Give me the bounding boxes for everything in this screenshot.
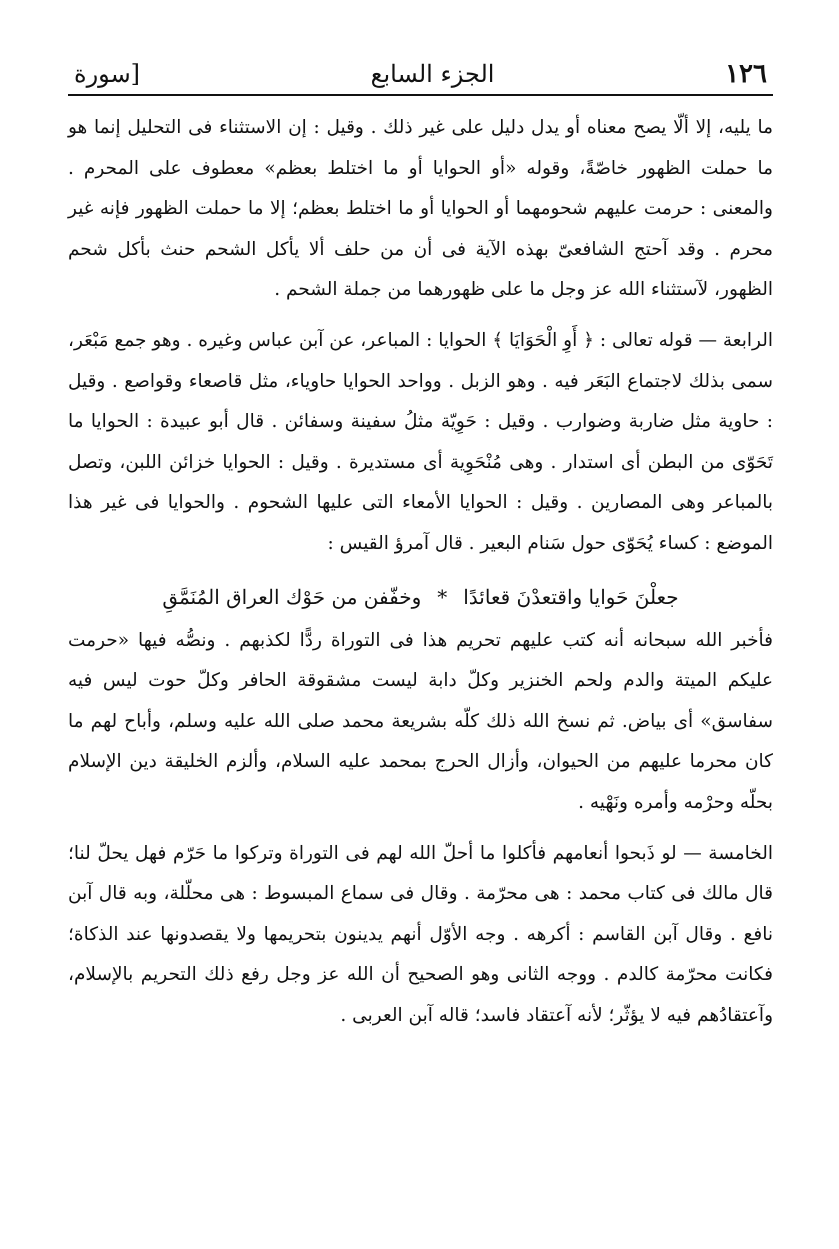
paragraph-1: ما يليه، إلا ألّا يصح معناه أو يدل دليل على غير ذلك . وقيل : إن الاستثناء فى التحليل إنما هو ما حملت الظهور خاصّةً، وقوله «أو الحوايا أو ما اختلط بعظم» معطوف على المحرم . والمعنى : حرمت عليهم شحومهما أو الحوايا أو ما اختلط بعظم؛ إلا ما حملت الظهور فإنه غير محرم . وقد آحتج الشافعىّ بهذه الآية فى أن من حلف ألا يأكل الشحم حنث بأكل شحم الظهور، لآستثناء الله عز وجل ما على ظهورهما من جملة الشحم . <box>68 117 773 301</box>
page-number: ١٢٦ <box>725 59 767 89</box>
verse-second-hemistich: وخفّفن من حَوْك العراق المُنَمَّقِ <box>162 584 422 609</box>
page-header <box>68 50 773 96</box>
paragraph-3: فأخبر الله سبحانه أنه كتب عليهم تحريم هذا فى التوراة ردًّا لكذبهم . ونصُّه فيها «حرمت عليكم الميتة والدم ولحم الخنزير وكلّ دابة ليست مشقوقة الحافر وكلّ حوت ليس فيه سفاسق» أى بياض. ثم نسخ الله ذلك كلّه بشريعة محمد صلى الله عليه وسلم، وأباح لهم ما كان محرما عليهم من الحيوان، وأزال الحرج بمحمد عليه السلام، وألزم الخليقة دين الإسلام بحلّه وحرْمه وأمره ونَهْيه . <box>68 629 773 813</box>
paragraph-4: الخامسة — لو ذَبحوا أنعامهم فأكلوا ما أحلّ الله لهم فى التوراة وتركوا ما حَرّم فهل يحلّ لنا؛ قال مالك فى كتاب محمد : هى محرّمة . وقال فى سماع المبسوط : هى محلّلة، وبه قال آبن نافع . وقال آبن القاسم : أكرهه . وجه الأوّل أنهم يدينون بتحريمها ولا يقصدونها عند الذكاة؛ فكانت محرّمة كالدم . ووجه الثانى وهو الصحيح أن الله عز وجل رفع ذلك التحريم بالإسلام، وآعتقادُهم فيه لا يؤثّر؛ لأنه آعتقاد فاسد؛ قاله آبن العربى . <box>68 842 773 1026</box>
paragraph-2: الرابعة — قوله تعالى : ﴿ أَوِ الْحَوَايَا ﴾ الحوايا : المباعر، عن آبن عباس وغيره . وهو جمع مَبْعَر، سمى بذلك لاجتماع البَعَر فيه . وهو الزبل . وواحد الحوايا حاوياء، مثل قاصعاء وقواصع . وقيل : حاوية مثل ضاربة وضوارب . وقيل : حَوِيّة مثلُ سفينة وسفائن . قال أبو عبيدة : الحوايا ما تَحَوّى من البطن أى استدار . وهى مُنْحَوِية أى مستديرة . وقيل : الحوايا خزائن اللبن، وتصل بالمباعر وهى المصارين . وقيل : الحوايا الأمعاء التى عليها الشحوم . والحوايا فى غير هذا الموضع : كساء يُحَوّى حول سَنام البعير . قال آمرؤ القيس : <box>68 329 773 554</box>
book-page <box>68 50 773 1036</box>
verse-separator: * <box>437 584 448 609</box>
sura-label: [سورة <box>74 60 141 88</box>
page-body <box>68 96 773 1036</box>
poetry-verse <box>68 577 773 617</box>
verse-first-hemistich: جعلْنَ حَوايا واقتعدْنَ قعائدًا <box>463 584 679 609</box>
part-title: الجزء السابع <box>370 60 495 88</box>
